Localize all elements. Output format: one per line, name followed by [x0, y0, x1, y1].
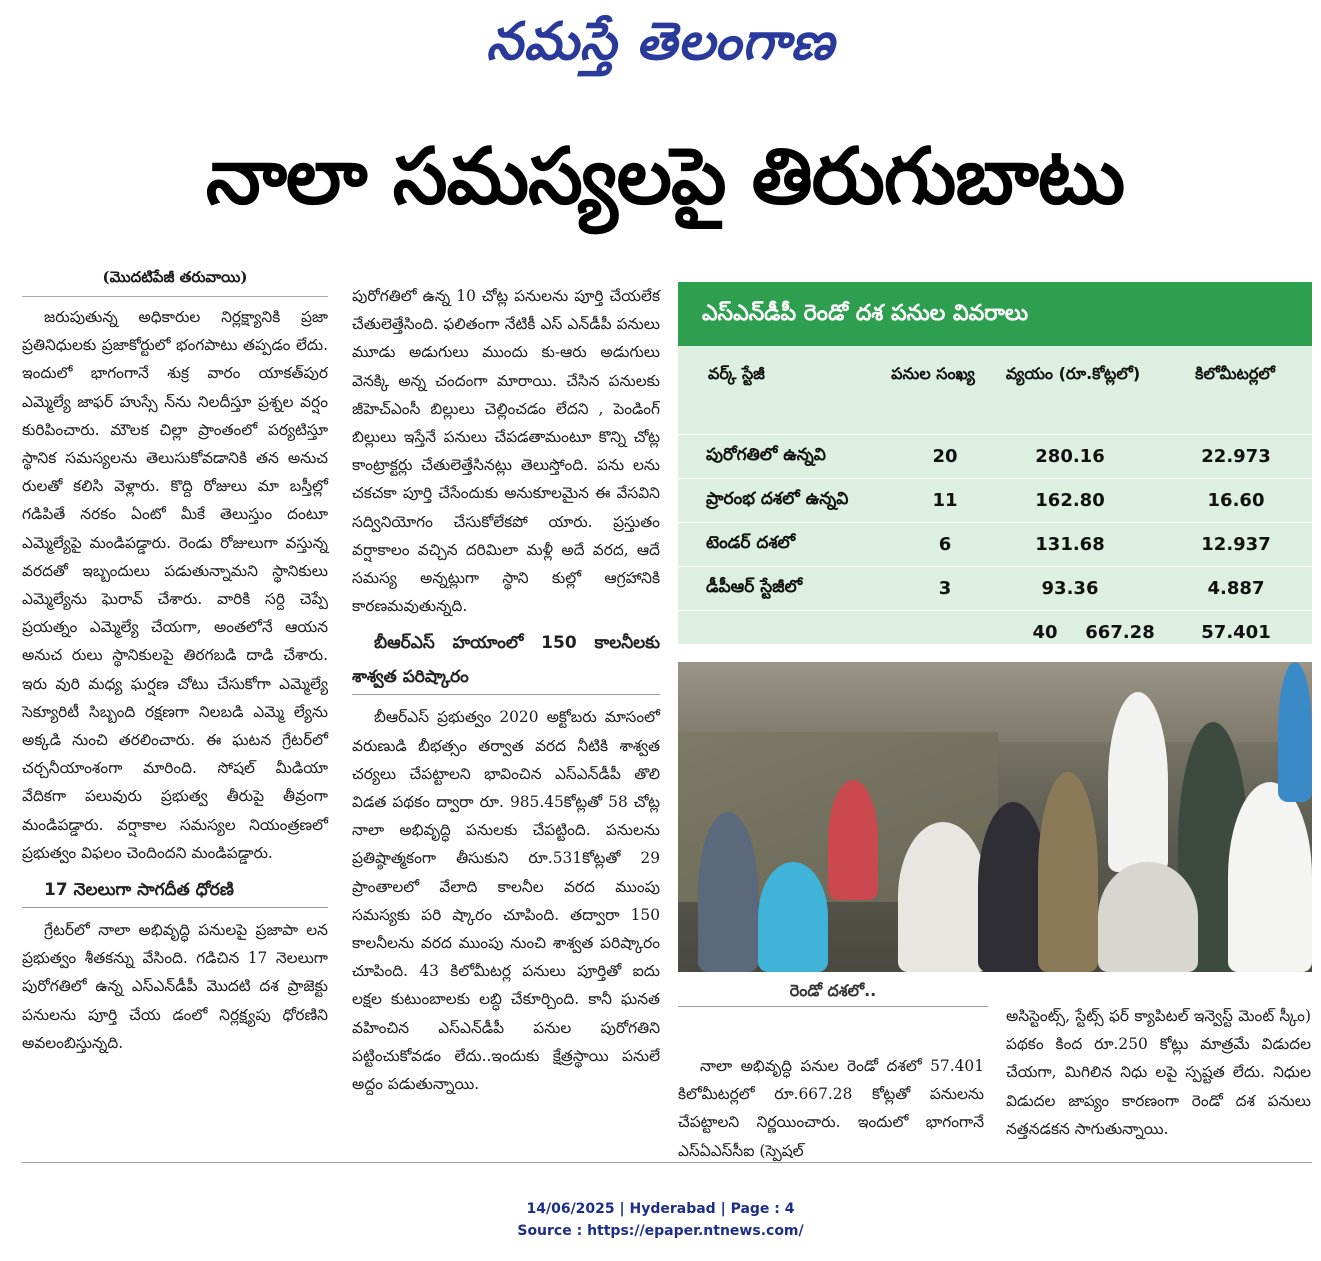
- cell-count: 6: [938, 534, 952, 555]
- paragraph: నాలా అభివృద్ధి పనుల రెండో దశలో 57.401 కిలోమీటర్లలో రూ.667.28 కోట్లతో పనులను చేపట్టాలని నిర్ణయించారు. ఇందులో భాగంగానే ఎస్‌ఏఎస్‌సీఐ (స్పెషల్: [678, 1057, 984, 1160]
- table-header-row: [678, 346, 1312, 434]
- article-headline: నాలా సమస్యలపై తిరుగుబాటు: [205, 132, 1125, 222]
- cell-cost: 93.36: [1041, 578, 1099, 599]
- cell-cost: 280.16: [1035, 446, 1105, 467]
- table-row: [678, 566, 1312, 610]
- subheading: 17 నెలలుగా సాగదీత ధోరణి: [22, 873, 328, 908]
- cell-cost: 162.80: [1035, 490, 1105, 511]
- footer-date-page: 14/06/2025 | Hyderabad | Page : 4: [526, 1201, 795, 1217]
- paragraph: జరుపుతున్న అధికారుల నిర్లక్ష్యానికి ప్రజా ప్రతినిధులకు ప్రజాకోర్టులో భంగపాటు తప్పడం లేదు. ఇందులో భాగంగానే శుక్ర వారం యాకత్‌పుర ఎమ్మెల్యే జాఫర్ హుస్సే న్‌ను నిలదీస్తూ ప్రశ్నల వర్షం కురిపించారు. మౌలక చిల్లా ప్రాంతంలో పర్యటిస్తూ స్థానిక సమస్యలను తెలుసుకోవడానికి తన అనుచ రులతో కలిసి వెళ్లారు. కొద్ది రోజులు మా బస్తీల్లో గడిపితే నరకం ఏంటో మీకే తెలుస్తుం దంటూ ఎమ్మెల్యేపై మండిపడ్డారు. రెండు రోజులుగా వస్తున్న వరదతో ఇబ్బందులు పడుతున్నామని స్థానికులు ఎమ్మెల్యేను ఘెరావ్ చేశారు. వారికి సర్ది చెప్పే ప్రయత్నం ఎమ్మెల్యే చేయగా, అంతలోనే ఆయన అనుచ రులు స్థానికులపై తిరగబడి దాడి చేశారు. ఇరు వురి మధ్య ఘర్షణ చోటు చేసుకోగా ఎమ్మెల్యే సెక్యూరిటీ సిబ్బంది రక్షణగా నిలబడి ఎమ్మె ల్యేను అక్కడి నుంచి తరలించారు. ఈ ఘటన గ్రేటర్‌లో చర్చనీయాంశంగా మారింది. సోషల్ మీడియా వేదికగా పలువురు ప్రభుత్వ తీరుపై తీవ్రంగా మండిపడ్డారు. వర్షాకాల సమస్యల నియంత్రణలో ప్రభుత్వం విఫలం చెందిందని మండిపడ్డారు.: [22, 308, 328, 862]
- photo-crowd-figure: [1098, 862, 1198, 972]
- table-total-row: [678, 610, 1312, 654]
- cell-count: 3: [938, 578, 952, 599]
- article-column-4: [1006, 1002, 1311, 1142]
- newspaper-masthead: నమస్తే తెలంగాణ: [486, 11, 835, 72]
- photo-crowd-figure: [1108, 692, 1168, 872]
- table-row: [678, 434, 1312, 478]
- article-column-2: [352, 282, 660, 1142]
- bottom-divider: [22, 1162, 1312, 1163]
- cell-cost: 667.28: [1085, 622, 1155, 643]
- cell-count: 11: [932, 490, 958, 511]
- photo-crowd-figure: [1278, 662, 1312, 802]
- photo-crowd-figure: [1038, 772, 1098, 972]
- photo-crowd-figure: [698, 812, 758, 972]
- header-km: కిలోమీటర్లలో: [1195, 364, 1275, 383]
- cell-km: 16.60: [1207, 490, 1265, 511]
- paragraph: అసిస్టెంట్స్, స్టేట్స్ ఫర్ క్యాపిటల్ ఇన్వెస్ట్ మెంట్ స్కీం) పథకం కింద రూ.250 కోట్లు మాత్రమే విడుదల చేయగా, మిగిలిన నిధు లపై స్పష్టత లేదు. నిధుల విడుదల జాప్యం కారణంగా రెండో దశ పనులు నత్తనడకన సాగుతున్నాయి.: [1006, 1007, 1311, 1138]
- header-cost: వ్యయం (రూ.కోట్లలో): [1005, 364, 1141, 383]
- cell-km: 4.887: [1207, 578, 1265, 599]
- photo-crowd-figure: [898, 822, 988, 972]
- cell-count: 40: [1032, 622, 1058, 643]
- paragraph: గ్రేటర్‌లో నాలా అభివృద్ధి పనులపై ప్రజాపా లన ప్రభుత్వం శీతకన్ను వేసింది. గడిచిన 17 నెలలుగా పురోగతిలో ఉన్న ఎస్‌ఎన్‌డీపీ మొదటి దశ ప్రాజెక్టు పనులను పూర్తి చేయ డంలో నిర్లక్ష్యపు ధోరణిని అవలంబిస్తున్నది.: [22, 921, 328, 1052]
- cell-km: 22.973: [1201, 446, 1271, 467]
- photo-crowd-figure: [758, 862, 828, 972]
- cell-stage: పురోగతిలో ఉన్నవి: [706, 444, 826, 465]
- footer-source: Source : https://epaper.ntnews.com/: [517, 1223, 804, 1239]
- page-footer: [0, 1198, 1321, 1242]
- cell-stage: డీపీఆర్ స్టేజీలో: [706, 576, 803, 597]
- cell-count: 20: [932, 446, 958, 467]
- table-row: [678, 478, 1312, 522]
- cell-km: 57.401: [1201, 622, 1271, 643]
- table-row: [678, 522, 1312, 566]
- photo-crowd-figure: [1228, 782, 1312, 972]
- cell-cost: 131.68: [1035, 534, 1105, 555]
- continued-label: (మొదటిపేజీ తరువాయి): [22, 262, 328, 297]
- cell-stage: టెండర్ దశలో: [706, 532, 796, 553]
- header-stage: వర్క్ స్టేజీ: [708, 364, 765, 383]
- photo-caption: రెండో దశలో..: [678, 976, 988, 1007]
- paragraph: బీఆర్‌ఎస్ ప్రభుత్వం 2020 అక్టోబరు మాసంలో వరుణుడి బీభత్సం తర్వాత వరద నీటికి శాశ్వత చర్యలు చేపట్టాలని భావించిన ఎస్‌ఎన్‌డీపీ తొలి విడత పథకం ద్వారా రూ. 985.45కోట్లతో 58 చోట్ల నాలా అభివృద్ధి పనులకు చేపట్టింది. పనులను ప్రతిష్ఠాత్మకంగా తీసుకుని రూ.531కోట్లతో 29 ప్రాంతాలలో వేలాది కాలనీల వరద ముంపు సమస్యకు పరి ష్కారం చూపింది. తద్వారా 150 కాలనీలను వరద ముంపు నుంచి శాశ్వత పరిష్కారం చూపింది. 43 కిలోమీటర్ల పనులు పూర్తితో ఐదు లక్షల కుటుంబాలకు లబ్ధి చేకూర్చింది. కానీ ఘనత వహించిన ఎస్‌ఎన్‌డీపీ పనుల పురోగతిని పట్టించుకోవడం లేదు..ఇందుకు క్షేత్రస్థాయి పనులే అద్దం పడుతున్నాయి.: [352, 708, 660, 1094]
- sndp-phase2-table: [678, 282, 1312, 644]
- cell-stage: ప్రారంభ దశలో ఉన్నవి: [706, 488, 849, 509]
- article-column-1: [22, 262, 328, 1142]
- paragraph: పురోగతిలో ఉన్న 10 చోట్ల పనులను పూర్తి చేయలేక చేతులెత్తేసింది. ఫలితంగా నేటికీ ఎస్ ఎన్‌డీపీ పనులు మూడు అడుగులు ముందు కు-ఆరు అడుగులు వెనక్కి అన్న చందంగా మారాయి. చేసిన పనులకు జీహెచ్‌ఎంసీ బిల్లులు చెల్లించడం లేదని , పెండింగ్ బిల్లులు ఇస్తేనే పనులు చేపడతామంటూ కొన్ని చోట్ల కాంట్రాక్టర్లు చేతులెత్తేసినట్లు తెలుస్తోంది. పను లను చకచకా పూర్తి చేసేందుకు అనుకూలమైన ఈ వేసవిని సద్వినియోగం చేసుకోలేకపో యారు. ప్రస్తుతం వర్షాకాలం వచ్చిన దరిమిలా మళ్లీ అదే వరద, ఆదే సమస్య అన్నట్లుగా స్థాని కుల్లో ఆగ్రహానికి కారణమవుతున్నది.: [352, 287, 660, 616]
- cell-km: 12.937: [1201, 534, 1271, 555]
- table-title: ఎస్‌ఎన్‌డీపీ రెండో దశ పనుల వివరాలు: [678, 282, 1312, 346]
- header-count: పనుల సంఖ్య: [891, 364, 975, 383]
- news-photo: [678, 662, 1312, 972]
- subheading: బీఆర్‌ఎస్ హయాంలో 150 కాలనీలకు శాశ్వత పరిష్కారం: [352, 626, 660, 695]
- photo-crowd-figure: [828, 780, 878, 900]
- article-column-3: [678, 1052, 984, 1160]
